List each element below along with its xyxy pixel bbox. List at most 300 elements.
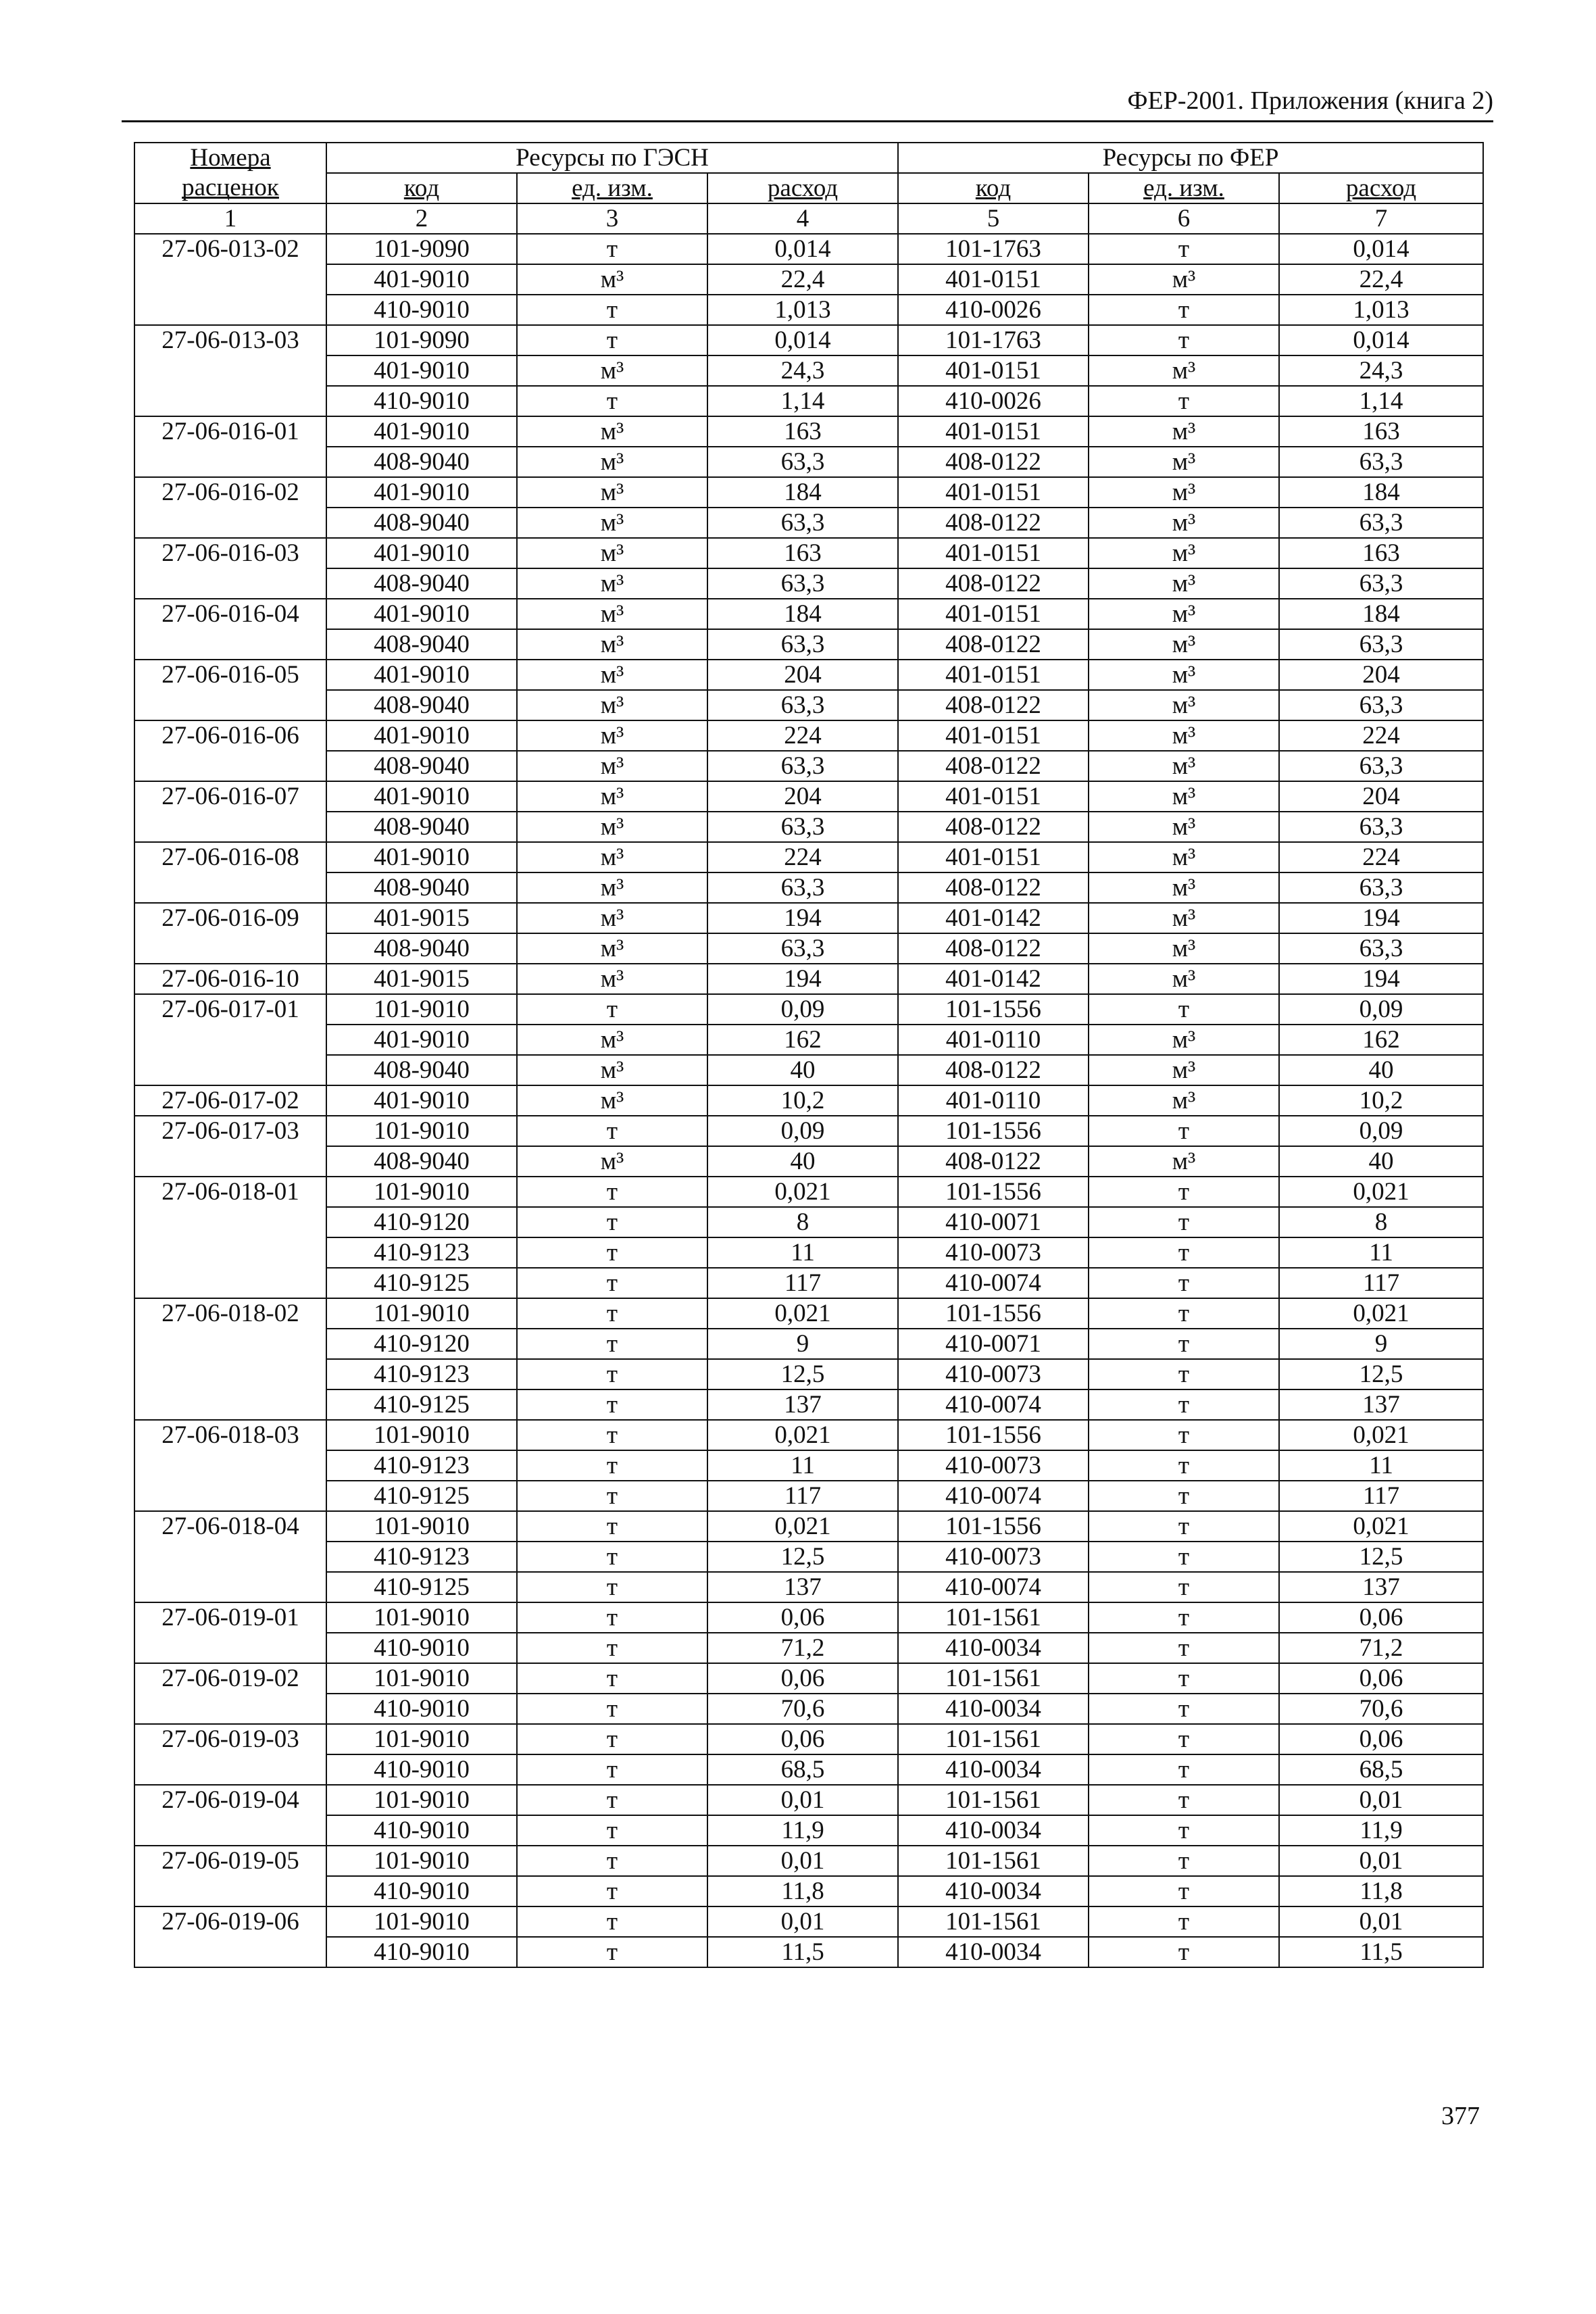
fer-unit-cell: м³	[1089, 903, 1279, 933]
fer-consumption-cell: 11,8	[1279, 1876, 1483, 1906]
gesn-consumption-cell: 0,09	[707, 994, 898, 1025]
fer-unit-cell: м³	[1089, 964, 1279, 994]
gesn-code-cell: 401-9010	[326, 781, 517, 812]
fer-consumption-cell: 0,06	[1279, 1663, 1483, 1694]
fer-code-cell: 401-0151	[898, 660, 1089, 690]
table-row	[134, 660, 1483, 690]
fer-unit-cell: т	[1089, 1207, 1279, 1237]
gesn-unit-cell: м³	[517, 872, 707, 903]
gesn-consumption-cell: 184	[707, 477, 898, 508]
fer-consumption-cell: 9	[1279, 1329, 1483, 1359]
gesn-unit-cell: т	[517, 994, 707, 1025]
table-row	[134, 964, 1483, 994]
fer-unit-cell: т	[1089, 1663, 1279, 1694]
fer-unit-cell: м³	[1089, 477, 1279, 508]
gesn-unit-cell: т	[517, 1481, 707, 1511]
gesn-consumption-cell: 194	[707, 903, 898, 933]
fer-consumption-cell: 163	[1279, 416, 1483, 447]
fer-code-cell: 401-0151	[898, 720, 1089, 751]
gesn-consumption-cell: 0,01	[707, 1785, 898, 1815]
gesn-unit-cell: м³	[517, 355, 707, 386]
gesn-consumption-cell: 204	[707, 781, 898, 812]
gesn-unit-cell: т	[517, 1542, 707, 1572]
fer-code-cell: 408-0122	[898, 568, 1089, 599]
table-row	[134, 538, 1483, 568]
fer-code-cell: 410-0073	[898, 1237, 1089, 1268]
rate-code-cell: 27-06-018-02	[134, 1298, 326, 1420]
gesn-code-cell: 101-9010	[326, 994, 517, 1025]
fer-unit-cell: м³	[1089, 1025, 1279, 1055]
gesn-consumption-cell: 63,3	[707, 933, 898, 964]
table-row	[134, 903, 1483, 933]
gesn-code-cell: 101-9010	[326, 1602, 517, 1633]
gesn-code-cell: 408-9040	[326, 447, 517, 477]
gesn-consumption-cell: 63,3	[707, 751, 898, 781]
table-row	[134, 1481, 1483, 1511]
fer-consumption-cell: 0,021	[1279, 1511, 1483, 1542]
fer-consumption-cell: 71,2	[1279, 1633, 1483, 1663]
table-row	[134, 1329, 1483, 1359]
table-row	[134, 1846, 1483, 1876]
table-row	[134, 477, 1483, 508]
gesn-unit-cell: т	[517, 1329, 707, 1359]
fer-unit-cell: м³	[1089, 933, 1279, 964]
fer-code-cell: 101-1561	[898, 1906, 1089, 1937]
fer-consumption-cell: 1,14	[1279, 386, 1483, 416]
gesn-consumption-cell: 117	[707, 1481, 898, 1511]
fer-code-cell: 101-1561	[898, 1846, 1089, 1876]
fer-consumption-cell: 24,3	[1279, 355, 1483, 386]
col-number: 2	[326, 203, 517, 234]
gesn-unit-cell: т	[517, 1694, 707, 1724]
gesn-consumption-cell: 224	[707, 720, 898, 751]
gesn-consumption-cell: 0,09	[707, 1116, 898, 1146]
gesn-consumption-cell: 40	[707, 1055, 898, 1085]
fer-code-cell: 410-0074	[898, 1389, 1089, 1420]
fer-unit-cell: м³	[1089, 1146, 1279, 1177]
gesn-consumption-cell: 63,3	[707, 872, 898, 903]
fer-unit-cell: т	[1089, 1542, 1279, 1572]
fer-consumption-cell: 0,06	[1279, 1724, 1483, 1754]
rate-code-cell: 27-06-019-03	[134, 1724, 326, 1785]
gesn-unit-cell: т	[517, 1511, 707, 1542]
rate-code-cell: 27-06-019-06	[134, 1906, 326, 1967]
gesn-unit-cell: м³	[517, 720, 707, 751]
gesn-consumption-cell: 224	[707, 842, 898, 872]
fer-consumption-cell: 11	[1279, 1237, 1483, 1268]
gesn-consumption-cell: 12,5	[707, 1359, 898, 1389]
gesn-unit-cell: м³	[517, 812, 707, 842]
gesn-unit-cell: т	[517, 1207, 707, 1237]
table-row	[134, 1450, 1483, 1481]
gesn-consumption-cell: 8	[707, 1207, 898, 1237]
header-gesn-unit: ед. изм.	[517, 173, 707, 203]
gesn-consumption-cell: 63,3	[707, 629, 898, 660]
fer-unit-cell: т	[1089, 1876, 1279, 1906]
fer-consumption-cell: 224	[1279, 842, 1483, 872]
fer-consumption-cell: 0,09	[1279, 994, 1483, 1025]
fer-unit-cell: м³	[1089, 416, 1279, 447]
gesn-consumption-cell: 0,06	[707, 1724, 898, 1754]
fer-unit-cell: м³	[1089, 751, 1279, 781]
rate-code-cell: 27-06-017-03	[134, 1116, 326, 1177]
rate-code-cell: 27-06-016-01	[134, 416, 326, 477]
gesn-consumption-cell: 1,14	[707, 386, 898, 416]
table-row	[134, 1572, 1483, 1602]
fer-unit-cell: м³	[1089, 508, 1279, 538]
rate-code-cell: 27-06-013-03	[134, 325, 326, 416]
resources-table	[134, 142, 1484, 1968]
gesn-consumption-cell: 0,014	[707, 325, 898, 355]
fer-unit-cell: т	[1089, 1450, 1279, 1481]
fer-code-cell: 101-1556	[898, 1177, 1089, 1207]
gesn-consumption-cell: 0,01	[707, 1906, 898, 1937]
gesn-consumption-cell: 11,9	[707, 1815, 898, 1846]
fer-unit-cell: м³	[1089, 720, 1279, 751]
fer-code-cell: 401-0151	[898, 842, 1089, 872]
fer-code-cell: 101-1556	[898, 1420, 1089, 1450]
gesn-code-cell: 410-9120	[326, 1207, 517, 1237]
table-row	[134, 1359, 1483, 1389]
table-row	[134, 1542, 1483, 1572]
gesn-unit-cell: т	[517, 1420, 707, 1450]
fer-consumption-cell: 117	[1279, 1268, 1483, 1298]
fer-consumption-cell: 0,014	[1279, 234, 1483, 264]
fer-unit-cell: т	[1089, 1846, 1279, 1876]
gesn-unit-cell: т	[517, 1663, 707, 1694]
gesn-consumption-cell: 9	[707, 1329, 898, 1359]
table-row	[134, 355, 1483, 386]
gesn-unit-cell: м³	[517, 903, 707, 933]
gesn-code-cell: 410-9123	[326, 1450, 517, 1481]
gesn-unit-cell: т	[517, 1633, 707, 1663]
fer-consumption-cell: 11,5	[1279, 1937, 1483, 1967]
gesn-consumption-cell: 10,2	[707, 1085, 898, 1116]
table-row	[134, 1754, 1483, 1785]
gesn-code-cell: 401-9010	[326, 599, 517, 629]
gesn-code-cell: 408-9040	[326, 751, 517, 781]
gesn-code-cell: 410-9120	[326, 1329, 517, 1359]
fer-code-cell: 401-0110	[898, 1025, 1089, 1055]
fer-unit-cell: м³	[1089, 842, 1279, 872]
table-row	[134, 1055, 1483, 1085]
fer-consumption-cell: 0,021	[1279, 1177, 1483, 1207]
fer-unit-cell: т	[1089, 994, 1279, 1025]
gesn-code-cell: 410-9125	[326, 1268, 517, 1298]
gesn-code-cell: 410-9125	[326, 1572, 517, 1602]
rate-code-cell: 27-06-019-05	[134, 1846, 326, 1906]
fer-code-cell: 101-1561	[898, 1602, 1089, 1633]
fer-consumption-cell: 0,014	[1279, 325, 1483, 355]
table-row	[134, 264, 1483, 295]
gesn-unit-cell: т	[517, 1785, 707, 1815]
gesn-consumption-cell: 0,021	[707, 1177, 898, 1207]
gesn-unit-cell: м³	[517, 751, 707, 781]
gesn-consumption-cell: 0,014	[707, 234, 898, 264]
header-rate-numbers	[134, 143, 326, 203]
fer-consumption-cell: 63,3	[1279, 508, 1483, 538]
fer-unit-cell: м³	[1089, 660, 1279, 690]
gesn-code-cell: 101-9010	[326, 1116, 517, 1146]
gesn-consumption-cell: 63,3	[707, 447, 898, 477]
fer-code-cell: 101-1556	[898, 994, 1089, 1025]
gesn-code-cell: 401-9010	[326, 416, 517, 447]
fer-code-cell: 408-0122	[898, 1055, 1089, 1085]
gesn-unit-cell: т	[517, 1906, 707, 1937]
fer-code-cell: 101-1556	[898, 1116, 1089, 1146]
fer-consumption-cell: 12,5	[1279, 1359, 1483, 1389]
table-row	[134, 1389, 1483, 1420]
fer-unit-cell: м³	[1089, 781, 1279, 812]
table-row	[134, 690, 1483, 720]
fer-unit-cell: т	[1089, 1481, 1279, 1511]
table-row	[134, 386, 1483, 416]
table-row	[134, 1146, 1483, 1177]
fer-code-cell: 408-0122	[898, 872, 1089, 903]
fer-code-cell: 410-0034	[898, 1876, 1089, 1906]
table-row	[134, 1906, 1483, 1937]
fer-consumption-cell: 224	[1279, 720, 1483, 751]
gesn-code-cell: 408-9040	[326, 508, 517, 538]
gesn-unit-cell: м³	[517, 629, 707, 660]
gesn-consumption-cell: 68,5	[707, 1754, 898, 1785]
fer-unit-cell: т	[1089, 1116, 1279, 1146]
fer-code-cell: 408-0122	[898, 751, 1089, 781]
fer-code-cell: 410-0071	[898, 1207, 1089, 1237]
gesn-consumption-cell: 71,2	[707, 1633, 898, 1663]
fer-consumption-cell: 163	[1279, 538, 1483, 568]
gesn-unit-cell: м³	[517, 964, 707, 994]
gesn-unit-cell: м³	[517, 508, 707, 538]
gesn-consumption-cell: 11,5	[707, 1937, 898, 1967]
gesn-code-cell: 408-9040	[326, 1055, 517, 1085]
fer-unit-cell: т	[1089, 386, 1279, 416]
fer-consumption-cell: 1,013	[1279, 295, 1483, 325]
table-row	[134, 1420, 1483, 1450]
table-row	[134, 1116, 1483, 1146]
gesn-unit-cell: т	[517, 1876, 707, 1906]
gesn-consumption-cell: 40	[707, 1146, 898, 1177]
fer-code-cell: 408-0122	[898, 933, 1089, 964]
table-row	[134, 1815, 1483, 1846]
gesn-code-cell: 410-9123	[326, 1542, 517, 1572]
gesn-consumption-cell: 0,021	[707, 1420, 898, 1450]
gesn-unit-cell: м³	[517, 477, 707, 508]
gesn-code-cell: 408-9040	[326, 872, 517, 903]
fer-unit-cell: т	[1089, 1389, 1279, 1420]
gesn-code-cell: 401-9010	[326, 477, 517, 508]
table-row	[134, 599, 1483, 629]
fer-unit-cell: т	[1089, 1724, 1279, 1754]
col-number: 5	[898, 203, 1089, 234]
gesn-unit-cell: м³	[517, 842, 707, 872]
fer-code-cell: 408-0122	[898, 508, 1089, 538]
gesn-code-cell: 410-9123	[326, 1359, 517, 1389]
gesn-unit-cell: м³	[517, 1146, 707, 1177]
fer-consumption-cell: 22,4	[1279, 264, 1483, 295]
gesn-code-cell: 410-9125	[326, 1389, 517, 1420]
gesn-code-cell: 101-9010	[326, 1724, 517, 1754]
gesn-code-cell: 401-9015	[326, 903, 517, 933]
gesn-consumption-cell: 162	[707, 1025, 898, 1055]
gesn-code-cell: 101-9010	[326, 1298, 517, 1329]
fer-unit-cell: м³	[1089, 812, 1279, 842]
fer-consumption-cell: 11	[1279, 1450, 1483, 1481]
fer-consumption-cell: 63,3	[1279, 447, 1483, 477]
gesn-unit-cell: м³	[517, 690, 707, 720]
table-row	[134, 325, 1483, 355]
fer-unit-cell: т	[1089, 1298, 1279, 1329]
fer-unit-cell: т	[1089, 1177, 1279, 1207]
table-row	[134, 1207, 1483, 1237]
fer-consumption-cell: 117	[1279, 1481, 1483, 1511]
table-row	[134, 1025, 1483, 1055]
gesn-consumption-cell: 163	[707, 538, 898, 568]
rate-code-cell: 27-06-016-06	[134, 720, 326, 781]
gesn-unit-cell: м³	[517, 568, 707, 599]
table-row	[134, 1633, 1483, 1663]
gesn-unit-cell: т	[517, 1846, 707, 1876]
fer-consumption-cell: 137	[1279, 1389, 1483, 1420]
rate-code-cell: 27-06-018-04	[134, 1511, 326, 1602]
gesn-consumption-cell: 204	[707, 660, 898, 690]
gesn-unit-cell: т	[517, 1389, 707, 1420]
fer-code-cell: 410-0074	[898, 1268, 1089, 1298]
table-row	[134, 234, 1483, 264]
gesn-code-cell: 401-9010	[326, 538, 517, 568]
gesn-code-cell: 101-9010	[326, 1177, 517, 1207]
fer-consumption-cell: 10,2	[1279, 1085, 1483, 1116]
gesn-unit-cell: т	[517, 1724, 707, 1754]
fer-unit-cell: м³	[1089, 538, 1279, 568]
fer-unit-cell: т	[1089, 1329, 1279, 1359]
gesn-consumption-cell: 137	[707, 1572, 898, 1602]
gesn-consumption-cell: 0,021	[707, 1298, 898, 1329]
fer-code-cell: 410-0074	[898, 1481, 1089, 1511]
gesn-unit-cell: т	[517, 1450, 707, 1481]
table-row	[134, 1663, 1483, 1694]
gesn-code-cell: 410-9010	[326, 1633, 517, 1663]
gesn-consumption-cell: 194	[707, 964, 898, 994]
gesn-code-cell: 101-9010	[326, 1420, 517, 1450]
gesn-code-cell: 101-9090	[326, 325, 517, 355]
gesn-code-cell: 408-9040	[326, 1146, 517, 1177]
fer-code-cell: 401-0151	[898, 477, 1089, 508]
gesn-consumption-cell: 63,3	[707, 508, 898, 538]
gesn-unit-cell: т	[517, 1268, 707, 1298]
gesn-code-cell: 408-9040	[326, 690, 517, 720]
fer-consumption-cell: 40	[1279, 1146, 1483, 1177]
fer-unit-cell: м³	[1089, 872, 1279, 903]
table-row	[134, 1511, 1483, 1542]
header-fer: Ресурсы по ФЕР	[898, 143, 1483, 173]
page-number: 377	[1441, 2102, 1480, 2130]
table-row	[134, 1268, 1483, 1298]
table-row	[134, 842, 1483, 872]
gesn-unit-cell: м³	[517, 1025, 707, 1055]
rate-code-cell: 27-06-016-04	[134, 599, 326, 660]
fer-code-cell: 408-0122	[898, 1146, 1089, 1177]
col-number: 4	[707, 203, 898, 234]
fer-code-cell: 101-1763	[898, 234, 1089, 264]
gesn-code-cell: 410-9010	[326, 1815, 517, 1846]
fer-unit-cell: м³	[1089, 1085, 1279, 1116]
fer-consumption-cell: 194	[1279, 903, 1483, 933]
fer-consumption-cell: 0,021	[1279, 1420, 1483, 1450]
fer-consumption-cell: 204	[1279, 660, 1483, 690]
fer-code-cell: 410-0034	[898, 1633, 1089, 1663]
fer-code-cell: 101-1556	[898, 1511, 1089, 1542]
gesn-unit-cell: м³	[517, 933, 707, 964]
gesn-consumption-cell: 137	[707, 1389, 898, 1420]
gesn-code-cell: 401-9010	[326, 355, 517, 386]
fer-consumption-cell: 0,09	[1279, 1116, 1483, 1146]
gesn-unit-cell: т	[517, 1177, 707, 1207]
gesn-code-cell: 408-9040	[326, 629, 517, 660]
gesn-consumption-cell: 117	[707, 1268, 898, 1298]
fer-consumption-cell: 63,3	[1279, 629, 1483, 660]
table-row	[134, 1085, 1483, 1116]
fer-consumption-cell: 63,3	[1279, 751, 1483, 781]
table-row	[134, 872, 1483, 903]
fer-code-cell: 410-0026	[898, 295, 1089, 325]
gesn-unit-cell: т	[517, 1298, 707, 1329]
fer-consumption-cell: 0,01	[1279, 1846, 1483, 1876]
gesn-consumption-cell: 184	[707, 599, 898, 629]
fer-unit-cell: т	[1089, 325, 1279, 355]
gesn-code-cell: 101-9090	[326, 234, 517, 264]
rate-code-cell: 27-06-016-02	[134, 477, 326, 538]
gesn-consumption-cell: 0,021	[707, 1511, 898, 1542]
fer-consumption-cell: 0,01	[1279, 1785, 1483, 1815]
fer-code-cell: 410-0074	[898, 1572, 1089, 1602]
gesn-code-cell: 410-9010	[326, 1876, 517, 1906]
fer-code-cell: 408-0122	[898, 690, 1089, 720]
fer-consumption-cell: 184	[1279, 599, 1483, 629]
gesn-unit-cell: т	[517, 1937, 707, 1967]
fer-unit-cell: м³	[1089, 447, 1279, 477]
gesn-unit-cell: т	[517, 1359, 707, 1389]
table-row	[134, 751, 1483, 781]
fer-consumption-cell: 63,3	[1279, 690, 1483, 720]
fer-code-cell: 401-0142	[898, 903, 1089, 933]
rate-code-cell: 27-06-016-07	[134, 781, 326, 842]
fer-unit-cell: т	[1089, 1420, 1279, 1450]
rate-code-cell: 27-06-016-09	[134, 903, 326, 964]
gesn-code-cell: 401-9010	[326, 720, 517, 751]
gesn-unit-cell: т	[517, 1237, 707, 1268]
fer-code-cell: 410-0034	[898, 1754, 1089, 1785]
fer-code-cell: 410-0034	[898, 1815, 1089, 1846]
fer-unit-cell: м³	[1089, 568, 1279, 599]
table-row	[134, 1298, 1483, 1329]
rate-code-cell: 27-06-016-05	[134, 660, 326, 720]
gesn-unit-cell: т	[517, 234, 707, 264]
fer-consumption-cell: 0,01	[1279, 1906, 1483, 1937]
rate-code-cell: 27-06-016-10	[134, 964, 326, 994]
header-gesn-kod: код	[326, 173, 517, 203]
fer-code-cell: 408-0122	[898, 629, 1089, 660]
rate-code-cell: 27-06-019-04	[134, 1785, 326, 1846]
column-numbers-row	[134, 203, 1483, 234]
gesn-unit-cell: м³	[517, 1085, 707, 1116]
fer-consumption-cell: 204	[1279, 781, 1483, 812]
fer-code-cell: 410-0073	[898, 1542, 1089, 1572]
header-fer-consumption: расход	[1279, 173, 1483, 203]
gesn-consumption-cell: 63,3	[707, 690, 898, 720]
table-row	[134, 812, 1483, 842]
gesn-code-cell: 101-9010	[326, 1511, 517, 1542]
